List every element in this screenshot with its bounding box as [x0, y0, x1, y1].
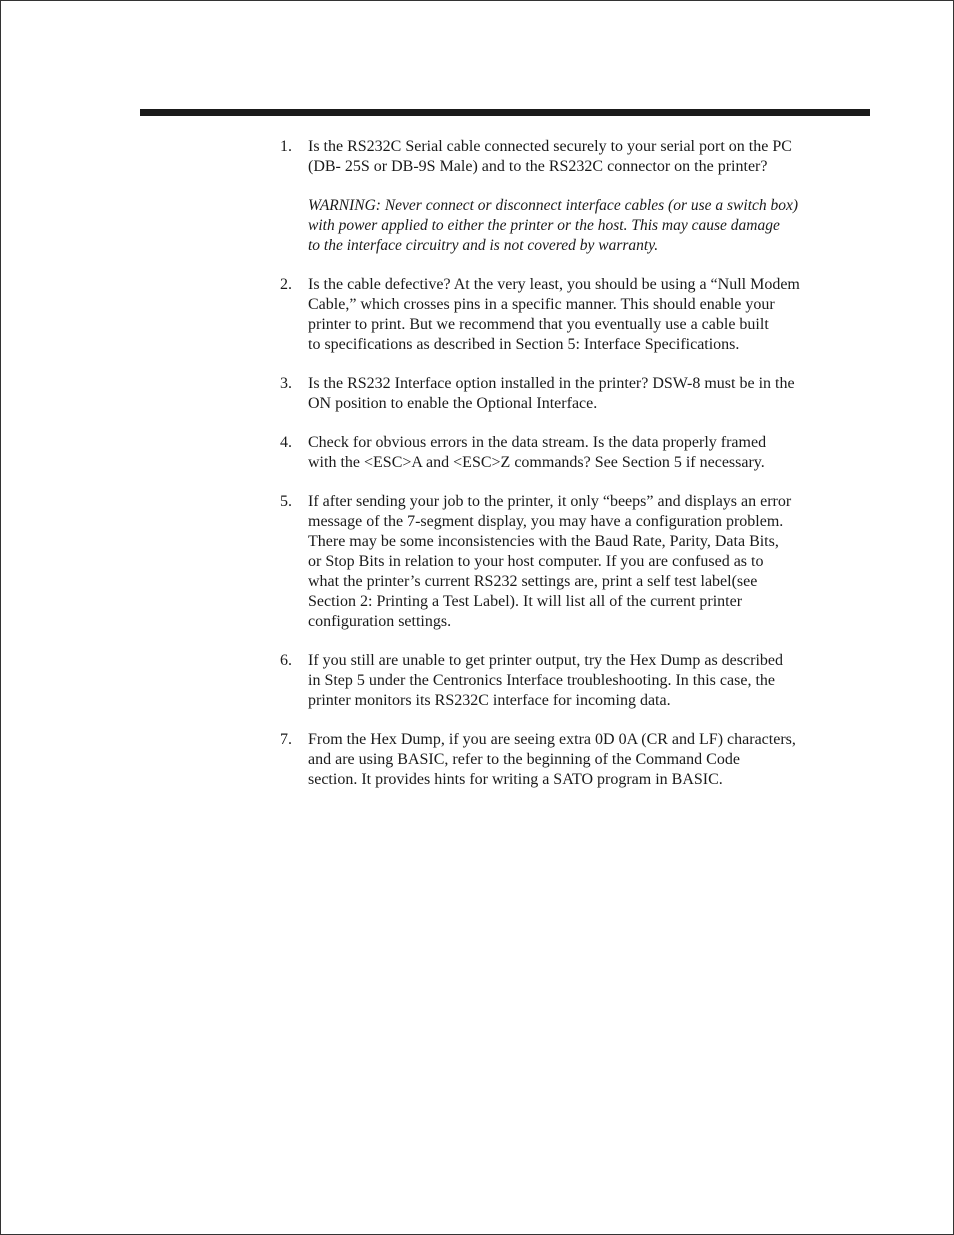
warning-note — [308, 196, 880, 256]
text-line: Cable,” which crosses pins in a specific manner. This should enable your — [308, 296, 775, 313]
step-text — [308, 492, 880, 632]
text-line: section. It provides hints for writing a SATO program in BASIC. — [308, 771, 723, 788]
text-line: ON position to enable the Optional Interface. — [308, 395, 598, 412]
step-number: 2. — [280, 276, 292, 293]
text-line: Is the RS232C Serial cable connected securely to your serial port on the PC — [308, 138, 792, 155]
text-line: printer to print. But we recommend that you eventually use a cable built — [308, 316, 769, 333]
step-text — [308, 433, 880, 473]
text-line: Check for obvious errors in the data stream. Is the data properly framed — [308, 434, 767, 451]
step-item — [280, 492, 880, 632]
step-item — [280, 651, 880, 711]
step-item — [280, 730, 880, 790]
text-line: Is the RS232 Interface option installed in the printer? DSW-8 must be in the — [308, 375, 795, 392]
text-line: (DB- 25S or DB-9S Male) and to the RS232C connector on the printer? — [308, 158, 768, 175]
troubleshooting-steps — [280, 137, 880, 809]
text-line: If you still are unable to get printer output, try the Hex Dump as described — [308, 652, 783, 669]
text-line: message of the 7-segment display, you may have a configuration problem. — [308, 513, 784, 530]
step-number: 6. — [280, 652, 292, 669]
step-item — [280, 137, 880, 256]
step-text — [308, 374, 880, 414]
text-line: If after sending your job to the printer, it only “beeps” and displays an error — [308, 493, 792, 510]
warning-line: to the interface circuitry and is not covered by warranty. — [308, 237, 659, 254]
step-number: 5. — [280, 493, 292, 510]
step-text — [308, 137, 880, 177]
text-line: in Step 5 under the Centronics Interface troubleshooting. In this case, the — [308, 672, 775, 689]
text-line: and are using BASIC, refer to the beginning of the Command Code — [308, 751, 740, 768]
text-line: configuration settings. — [308, 613, 452, 630]
warning-line: with power applied to either the printer or the host. This may cause damage — [308, 217, 780, 234]
step-number: 4. — [280, 434, 292, 451]
text-line: to specifications as described in Section 5: Interface Specifications. — [308, 336, 740, 353]
step-item — [280, 275, 880, 355]
step-item — [280, 374, 880, 414]
text-line: Section 2: Printing a Test Label). It will list all of the current printer — [308, 593, 743, 610]
text-line: printer monitors its RS232C interface for incoming data. — [308, 692, 671, 709]
step-number: 3. — [280, 375, 292, 392]
text-line: what the printer’s current RS232 settings are, print a self test label(see — [308, 573, 758, 590]
text-line: or Stop Bits in relation to your host computer. If you are confused as to — [308, 553, 764, 570]
text-line: Is the cable defective? At the very least, you should be using a “Null Modem — [308, 276, 800, 293]
warning-line: WARNING: Never connect or disconnect interface cables (or use a switch box) — [308, 197, 799, 214]
text-line: with the <ESC>A and <ESC>Z commands? See Section 5 if necessary. — [308, 454, 765, 471]
step-text — [308, 730, 880, 790]
step-text — [308, 651, 880, 711]
step-item — [280, 433, 880, 473]
step-text — [308, 275, 880, 355]
section-header-rule — [140, 109, 870, 116]
step-number: 1. — [280, 138, 292, 155]
step-number: 7. — [280, 731, 292, 748]
text-line: There may be some inconsistencies with the Baud Rate, Parity, Data Bits, — [308, 533, 779, 550]
text-line: From the Hex Dump, if you are seeing extra 0D 0A (CR and LF) characters, — [308, 731, 796, 748]
